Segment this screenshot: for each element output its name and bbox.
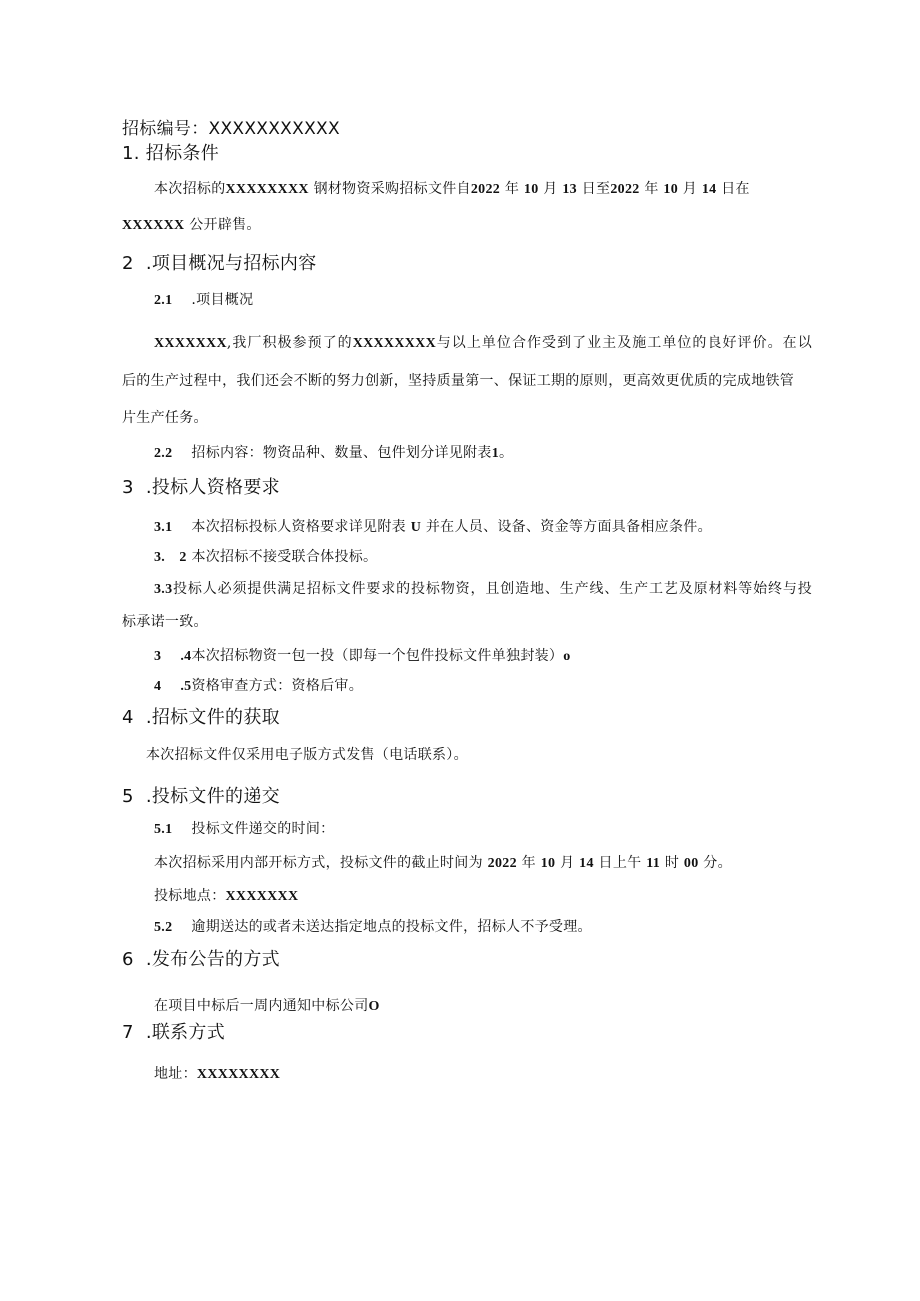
submission-deadline [154,853,732,874]
text: 年 [644,181,659,197]
item-text: .项目概况 [191,292,254,308]
requirement-3-3-line-2: 标承诺一致。 [122,614,208,630]
text: 月 [682,181,698,197]
text: 日至 [581,181,611,197]
item-text: 本次招标不接受联合体投标。 [191,549,378,565]
item-text: 资格审查方式：资格后审。 [191,678,364,694]
day: 14 [701,182,717,197]
year: 2022 [487,856,517,871]
subsection-5-2 [154,917,592,938]
text: 月 [543,181,558,197]
project-overview-line-3: 片生产任务。 [122,410,208,426]
requirement-3-3-line-1 [154,579,812,600]
location-value: XXXXXXX [225,889,299,904]
item-number: 2.1 [154,293,173,308]
section-number: 3 [122,477,134,498]
section-6-text [154,996,380,1017]
subsection-2-2 [154,443,513,464]
section-4-heading [122,706,280,730]
item-number: 5.2 [154,920,173,935]
project-overview-line-1 [154,333,812,354]
item-text: 逾期送达的或者未送达指定地点的投标文件，招标人不予受理。 [191,919,592,935]
section-title: .投标文件的递交 [145,786,280,807]
section-number: 6 [122,949,134,970]
item-number: 3. [154,550,166,565]
text: 时 [664,855,680,871]
requirement-3-4 [154,646,571,667]
minute: 00 [683,856,699,871]
text: 。 [499,445,514,461]
text: O [368,999,380,1014]
item-number: 3.3 [154,582,173,597]
text: 月 [560,855,575,871]
address-value: XXXXXXXX [196,1067,281,1082]
text: 本次招标的 [154,181,226,197]
day: 14 [579,856,594,871]
contact-address [154,1064,280,1085]
item-text: 投标人必须提供满足招标文件要求的投标物资，且创造地、生产线、生产工艺及原材料等始终与投 [172,581,812,597]
item-number: 5.1 [154,822,173,837]
company-placeholder: XXXXXXX [154,336,227,351]
label: 投标地点： [154,888,226,904]
text: o [563,649,571,664]
item-text: 本次招标物资一包一投（即每一个包件投标文件单独封装） [191,648,564,664]
appendix-number: 1 [491,446,500,461]
appendix-letter: U [410,520,422,535]
subsection-2-1 [154,290,253,311]
item-number-part: 2 [179,550,187,565]
section-1-heading: 1. 招标条件 [122,143,219,164]
requirement-3-1 [154,517,712,538]
item-text: 投标文件递交的时间： [191,821,335,837]
section-title: .投标人资格要求 [145,477,280,498]
text: 分。 [703,855,732,871]
text: ,我厂积极参预了的 [226,335,353,351]
requirement-3-2 [154,547,377,568]
text: 与以上单位合作受到了业主及施工单位的良好评价。在以 [436,335,813,351]
item-text: 招标内容：物资品种、数量、包件划分详见附表 [191,445,492,461]
item-number-part: .5 [180,679,192,694]
hour: 11 [646,856,661,871]
section-1-paragraph-line-2 [122,215,261,236]
project-name: XXXXXXXX [225,182,309,197]
section-7-heading [122,1021,225,1045]
year: 2022 [610,182,640,197]
section-title: .发布公告的方式 [145,949,280,970]
section-4-text: 本次招标文件仅采用电子版方式发售（电话联系）。 [146,747,468,763]
location-placeholder: XXXXXX [122,218,185,233]
section-title: .联系方式 [145,1022,226,1043]
section-number: 5 [122,786,134,807]
section-title: .招标文件的获取 [145,707,280,728]
item-number: 3.1 [154,520,173,535]
section-title: .项目概况与招标内容 [145,253,317,274]
project-placeholder: XXXXXXXX [352,336,436,351]
text: 日上午 [598,855,642,871]
month: 10 [540,856,556,871]
text: 本次招标采用内部开标方式，投标文件的截止时间为 [154,855,483,871]
section-number: 7 [122,1022,134,1043]
item-number: 3 [154,649,162,664]
section-number: 4 [122,707,134,728]
section-1-paragraph-line-1 [154,179,750,200]
section-6-heading [122,948,280,972]
item-text: 本次招标投标人资格要求详见附表 [191,519,406,535]
section-5-heading [122,785,280,809]
item-text: 并在人员、设备、资金等方面具备相应条件。 [425,519,712,535]
section-2-heading [122,252,317,276]
label: 地址： [154,1066,197,1082]
project-overview-line-2: 后的生产过程中，我们还会不断的努力创新，坚持质量第一、保证工期的原则，更高效更优质的完成地铁管 [122,373,795,389]
item-number: 4 [154,679,162,694]
section-number: 2 [122,253,134,274]
text: 日在 [721,181,750,197]
text: 年 [504,181,520,197]
item-number-part: .4 [180,649,192,664]
text: 年 [521,855,536,871]
year: 2022 [470,182,501,197]
item-number: 2.2 [154,446,173,461]
day: 13 [562,182,577,197]
section-3-heading [122,476,280,500]
subsection-5-1 [154,819,334,840]
text: 公开辟售。 [189,217,261,233]
text: 在项目中标后一周内通知中标公司 [154,998,369,1014]
text: 钢材物资采购招标文件自 [313,181,471,197]
month: 10 [523,182,539,197]
submission-location [154,886,298,907]
tender-number: 招标编号：XXXXXXXXXXX [122,119,340,139]
requirement-3-5 [154,676,363,697]
month: 10 [663,182,679,197]
